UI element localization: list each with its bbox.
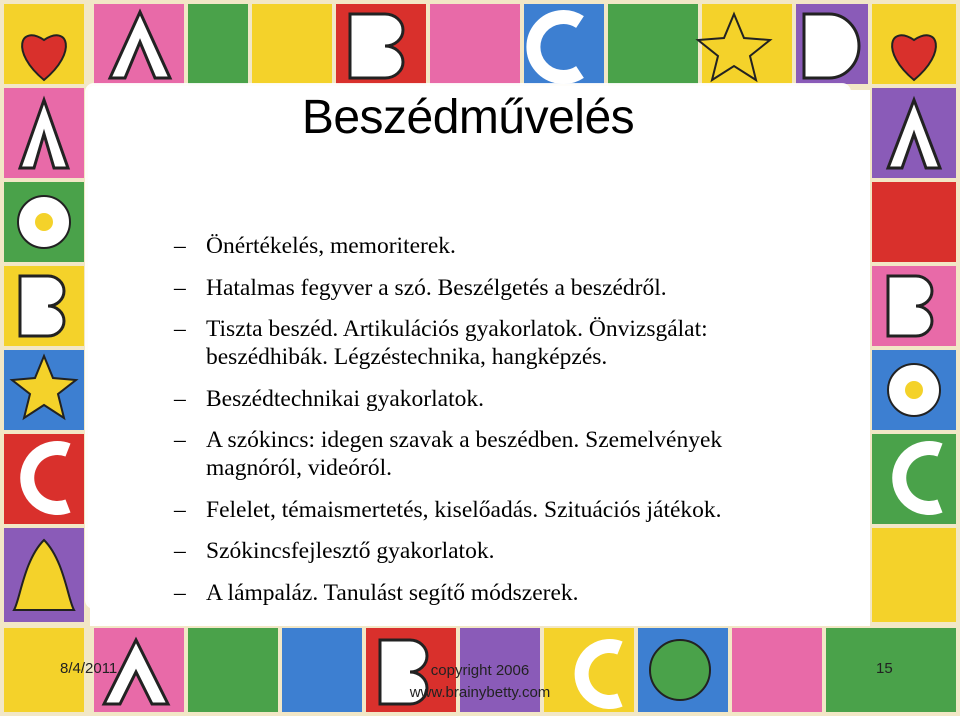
bullet-item: – Hatalmas fegyver a szó. Beszélgetés a beszédről. xyxy=(170,274,810,302)
footer-copyright-line: copyright 2006 xyxy=(430,662,530,679)
bullet-item: – Felelet, témaismertetés, kiselőadás. Szituációs játékok. xyxy=(170,496,810,524)
bullet-item: – Beszédtechnikai gyakorlatok. xyxy=(170,385,810,413)
bullet-item: – Szókincsfejlesztő gyakorlatok. xyxy=(170,537,810,565)
bullet-item: – A szókincs: idegen szavak a beszédben. Szemelvények magnóról, videóról. xyxy=(170,426,810,482)
bullet-list xyxy=(170,232,810,620)
footer-website-link[interactable]: www.brainybetty.com xyxy=(409,684,551,701)
bullet-item: – A lámpaláz. Tanulást segítő módszerek. xyxy=(170,579,810,607)
bullet-item: – Önértékelés, memoriterek. xyxy=(170,232,810,260)
footer-date: 8/4/2011 xyxy=(60,660,118,677)
slide-content-area xyxy=(88,86,848,606)
slide-title: Beszédművelés xyxy=(301,91,635,144)
bullet-item: – Tiszta beszéd. Artikulációs gyakorlatok. Önvizsgálat: beszédhibák. Légzéstechnika, hangképzés. xyxy=(170,315,810,371)
slide-number: 15 xyxy=(876,660,893,677)
footer-copyright xyxy=(330,660,630,704)
